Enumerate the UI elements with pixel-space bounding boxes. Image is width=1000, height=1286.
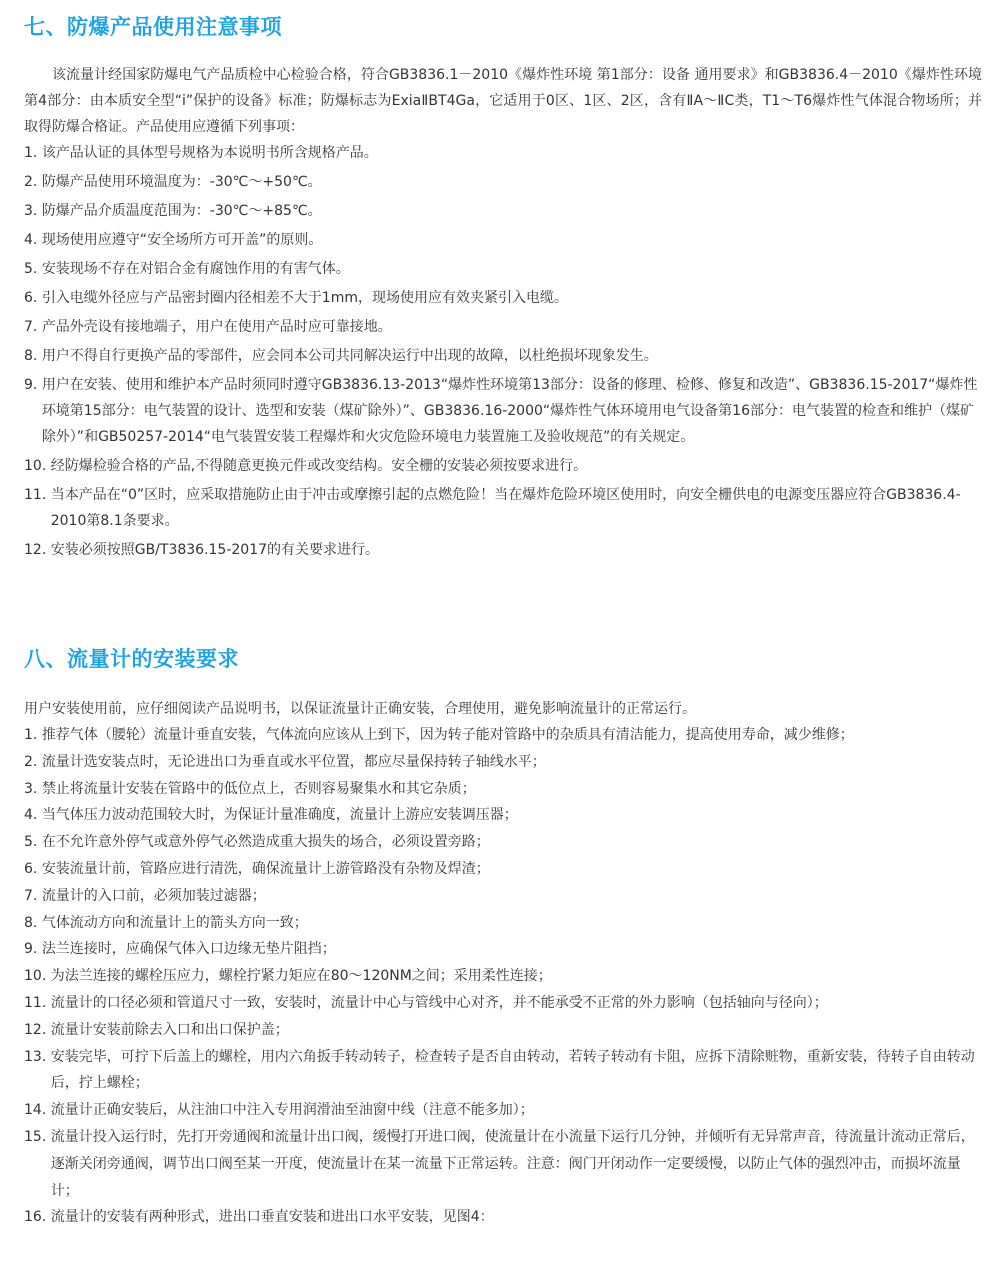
list-item (24, 990, 982, 1017)
list-item-number: 2. (24, 753, 42, 770)
list-item-number: 2. (24, 174, 42, 190)
list-item-text: 流量计的入口前，必须加装过滤器； (41, 887, 266, 904)
list-item (24, 537, 982, 563)
list-item-text: 经防爆检验合格的产品,不得随意更换元件或改变结构。安全栅的安装必须按要求进行。 (50, 458, 588, 474)
list-item-text: 引入电缆外径应与产品密封圈内径相差不大于1mm，现场使用应有效夹紧引入电缆。 (41, 290, 568, 306)
list-item (24, 227, 982, 253)
list-item (24, 1097, 982, 1124)
list-item-number: 14. (24, 1102, 51, 1119)
list-item (24, 169, 982, 195)
list-item-text: 安装必须按照GB/T3836.15-2017的有关要求进行。 (50, 542, 380, 558)
list-item-text: 流量计的安装有两种形式，进出口垂直安装和进出口水平安装，见图4： (50, 1209, 494, 1226)
list-item (24, 722, 982, 749)
section-7-title: 七、防爆产品使用注意事项 (24, 15, 282, 39)
list-item-text: 流量计安装前除去入口和出口保护盖； (50, 1021, 289, 1038)
list-item-text: 流量计投入运行时，先打开旁通阀和流量计出口阀，缓慢打开进口阀，使流量计在小流量下运行几分钟，并倾听有无异常声音，待流量计流动正常后，逐渐关闭旁通阀，调节出口阀至某一开度，使流量计在某一流量下正常运转。注意：阀门开闭动作一定要缓慢，以防止气体的强烈冲击，而损坏流量计； (50, 1128, 975, 1199)
list-item-text: 流量计正确安装后，从注油口中注入专用润滑油至油窗中线（注意不能多加）； (50, 1102, 534, 1119)
list-item-number: 5. (24, 261, 42, 277)
list-item (24, 453, 982, 479)
list-item-number: 8. (24, 348, 42, 364)
list-item-number: 6. (24, 290, 42, 306)
list-item-number: 9. (24, 941, 42, 958)
list-item-text: 安装完毕，可拧下后盖上的螺栓，用内六角扳手转动转子，检查转子是否自由转动，若转子转动有卡阻，应拆下清除赃物，重新安装，待转子自由转动后，拧上螺栓； (50, 1048, 975, 1092)
section-8-intro: 用户安装使用前，应仔细阅读产品说明书，以保证流量计正确安装，合理使用，避免影响流量计的正常运行。 (24, 701, 696, 717)
list-item (24, 883, 982, 910)
list-item-number: 3. (24, 780, 42, 797)
list-item-text: 当本产品在“0”区时，应采取措施防止由于冲击或摩擦引起的点燃危险！当在爆炸危险环境区使用时，向安全栅供电的电源变压器应符合GB3836.4-2010第8.1条要求。 (50, 487, 961, 529)
list-item-text: 产品外壳设有接地端子，用户在使用产品时应可靠接地。 (41, 319, 392, 335)
list-item-text: 现场使用应遵守“安全场所方可开盖”的原则。 (41, 232, 323, 248)
list-item (24, 1044, 982, 1098)
list-item (24, 936, 982, 963)
list-item-number: 4. (24, 807, 42, 824)
list-item (24, 343, 982, 369)
list-item-number: 7. (24, 319, 42, 335)
list-item-text: 法兰连接时，应确保气体入口边缘无垫片阻挡； (41, 941, 336, 958)
list-item (24, 285, 982, 311)
list-item (24, 963, 982, 990)
list-item-text: 在不允许意外停气或意外停气必然造成重大损失的场合，必须设置旁路； (41, 834, 490, 851)
list-item-number: 11. (24, 487, 51, 503)
list-item-number: 1. (24, 145, 42, 161)
list-item (24, 749, 982, 776)
list-item-text: 安装现场不存在对铝合金有腐蚀作用的有害气体。 (41, 261, 350, 277)
list-item (24, 1124, 982, 1204)
list-item-number: 12. (24, 542, 51, 558)
list-item (24, 1204, 982, 1231)
list-item (24, 482, 982, 534)
section-7-list (24, 140, 982, 563)
list-item (24, 776, 982, 803)
list-item-number: 3. (24, 203, 42, 219)
list-item-text: 禁止将流量计安装在管路中的低位点上，否则容易聚集水和其它杂质； (41, 780, 476, 797)
list-item-text: 流量计的口径必须和管道尺寸一致，安装时，流量计中心与管线中心对齐，并不能承受不正常的外力影响（包括轴向与径向）； (50, 994, 828, 1011)
list-item-number: 16. (24, 1209, 51, 1226)
list-item (24, 856, 982, 883)
list-item-number: 10. (24, 968, 51, 985)
list-item-number: 4. (24, 232, 42, 248)
list-item-text: 该产品认证的具体型号规格为本说明书所含规格产品。 (41, 145, 378, 161)
list-item-number: 10. (24, 458, 51, 474)
list-item-number: 8. (24, 914, 42, 931)
list-item (24, 198, 982, 224)
list-item (24, 802, 982, 829)
list-item-text: 流量计选安装点时，无论进出口为垂直或水平位置，都应尽量保持转子轴线水平； (41, 753, 546, 770)
list-item (24, 256, 982, 282)
list-item-number: 9. (24, 377, 42, 393)
list-item-text: 防爆产品使用环境温度为：-30℃～+50℃。 (41, 174, 322, 190)
list-item-text: 当气体压力波动范围较大时，为保证计量准确度，流量计上游应安装调压器； (41, 807, 518, 824)
list-item-number: 5. (24, 834, 42, 851)
section-8-list (24, 722, 982, 1231)
list-item-number: 6. (24, 860, 42, 877)
list-item-text: 安装流量计前，管路应进行清洗，确保流量计上游管路没有杂物及焊渣； (41, 860, 490, 877)
list-item (24, 314, 982, 340)
list-item-text: 防爆产品介质温度范围为：-30℃～+85℃。 (41, 203, 322, 219)
list-item-number: 7. (24, 887, 42, 904)
list-item-number: 12. (24, 1021, 51, 1038)
list-item-number: 15. (24, 1128, 51, 1145)
list-item-text: 用户不得自行更换产品的零部件，应会同本公司共同解决运行中出现的故障，以杜绝损坏现象发生。 (41, 348, 658, 364)
section-8-title: 八、流量计的安装要求 (24, 647, 239, 671)
list-item (24, 910, 982, 937)
list-item-text: 用户在安装、使用和维护本产品时须同时遵守GB3836.13-2013“爆炸性环境第13部分：设备的修理、检修、修复和改造”、GB3836.15-2017“爆炸性环境第15部分：电气装置的设计、选型和安装（煤矿除外）”、GB3836.16-2000“爆炸性气体环境用电气设备第16部分：电气装置的检查和维护（煤矿除外）”和GB50257-2014“电气装置安装工程爆炸和火灾危险环境电力装置施工及验收规范”的有关规定。 (41, 377, 978, 445)
list-item-number: 13. (24, 1048, 51, 1065)
list-item-number: 1. (24, 727, 42, 743)
list-item (24, 372, 982, 450)
list-item-number: 11. (24, 994, 51, 1011)
list-item-text: 为法兰连接的螺栓压应力，螺栓拧紧力矩应在80～120NM之间；采用柔性连接； (50, 968, 552, 985)
list-item (24, 1017, 982, 1044)
list-item-text: 推荐气体（腰轮）流量计垂直安装，气体流向应该从上到下，因为转子能对管路中的杂质具有清洁能力，提高使用寿命，减少维修； (41, 727, 854, 743)
section-spacer (24, 566, 982, 644)
section-7-intro: 该流量计经国家防爆电气产品质检中心检验合格，符合GB3836.1－2010《爆炸性环境 第1部分：设备 通用要求》和GB3836.4－2010《爆炸性环境 第4部分：由本质安全型“i”保护的设备》标准；防爆标志为ExiaⅡBT4Ga，它适用于0区、1区、2区，含有ⅡA～ⅡC类，T1～T6爆炸性气体混合物场所；并取得防爆合格证。产品使用应遵循下列事项： (24, 67, 982, 135)
list-item (24, 829, 982, 856)
list-item (24, 140, 982, 166)
list-item-text: 气体流动方向和流量计上的箭头方向一致； (41, 914, 308, 931)
